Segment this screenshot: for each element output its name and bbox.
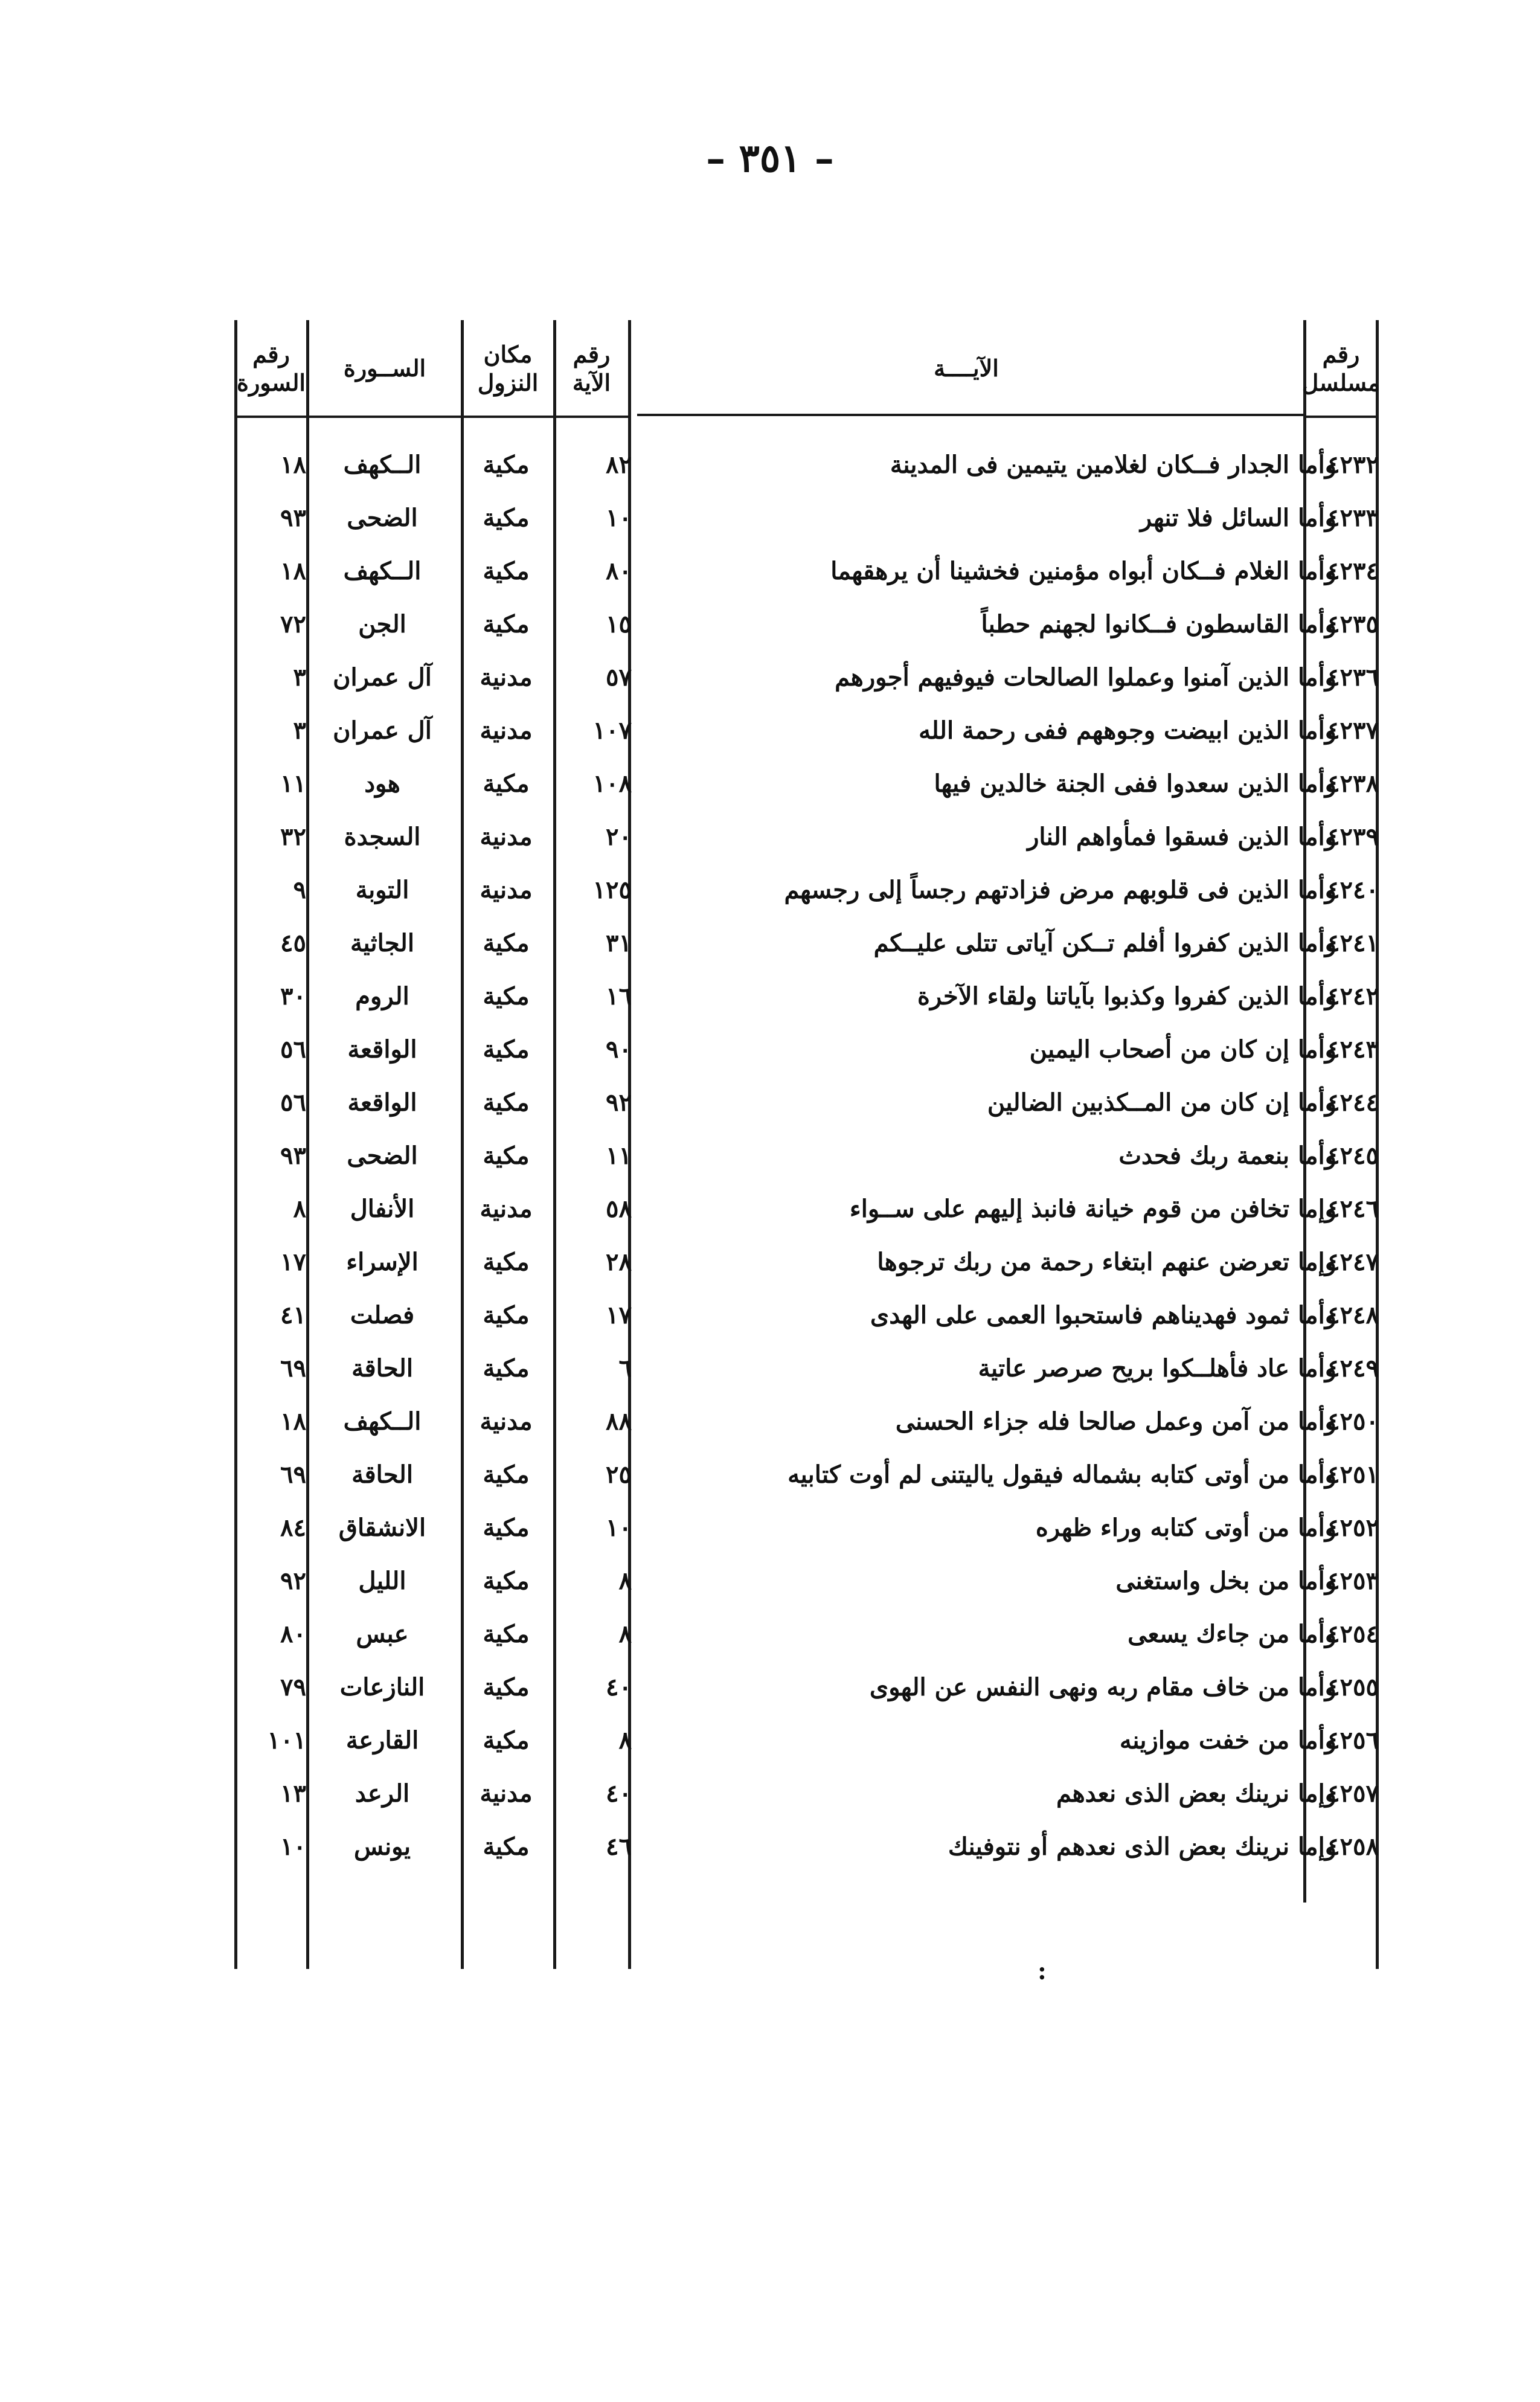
aya-number-cell: ٤٠ — [606, 1779, 632, 1808]
serial-number-cell: ٤٢٤٥ — [1327, 1141, 1379, 1170]
sura-name-cell: الجن — [358, 609, 406, 638]
table-row — [233, 1554, 1380, 1607]
serial-number-cell: ٤٢٤٦ — [1327, 1194, 1379, 1223]
aya-number-cell: ٤٠ — [606, 1672, 632, 1701]
sura-number-cell: ١٨ — [280, 1407, 306, 1436]
aya-number-cell: ٥٧ — [606, 663, 632, 692]
sura-name-cell: الانشقاق — [338, 1513, 426, 1542]
serial-number-cell: ٤٢٥٧ — [1327, 1779, 1379, 1808]
table-row — [233, 1023, 1380, 1076]
revelation-place-cell: مكية — [483, 609, 530, 638]
sura-name-cell: الجاثية — [350, 928, 414, 957]
sura-name-cell: الحاقة — [351, 1460, 413, 1489]
sura-number-cell: ٤١ — [280, 1300, 306, 1329]
aya-number-cell: ١٦ — [606, 981, 632, 1010]
sura-number-cell: ٩٣ — [280, 1141, 306, 1170]
aya-text-cell: وإما تخافن من قوم خيانة فانبذ إليهم على ســواء — [849, 1194, 1336, 1223]
serial-number-cell: ٤٢٤١ — [1327, 928, 1379, 957]
revelation-place-cell: مكية — [483, 1566, 530, 1595]
sura-name-cell: الإسراء — [346, 1247, 419, 1276]
header-serial-line1: رقم — [1322, 340, 1360, 368]
serial-number-cell: ٤٢٣٦ — [1327, 663, 1379, 692]
sura-name-cell: القارعة — [345, 1726, 419, 1755]
aya-number-cell: ١٥ — [606, 609, 632, 638]
table-row — [233, 810, 1380, 863]
sura-number-cell: ٣ — [293, 716, 306, 745]
table-row — [233, 704, 1380, 757]
revelation-place-cell: مكية — [483, 1300, 530, 1329]
revelation-place-cell: مكية — [483, 450, 530, 479]
serial-number-cell: ٤٢٣٤ — [1327, 556, 1379, 585]
aya-text-cell: وأما بنعمة ربك فحدث — [1118, 1141, 1336, 1170]
header-aya-number-line2: الآية — [572, 369, 611, 396]
aya-number-cell: ٨٨ — [606, 1407, 632, 1436]
table-row — [233, 1501, 1380, 1554]
revelation-place-cell: مكية — [483, 1672, 530, 1701]
aya-text-cell: وإما نرينك بعض الذى نعدهم أو نتوفينك — [948, 1832, 1336, 1861]
serial-number-cell: ٤٢٣٧ — [1327, 716, 1379, 745]
revelation-place-cell: مكية — [483, 1726, 530, 1755]
aya-number-cell: ١٠ — [606, 503, 632, 532]
table-row — [233, 1288, 1380, 1341]
serial-number-cell: ٤٢٥٠ — [1327, 1407, 1379, 1436]
aya-number-cell: ١١ — [606, 1141, 632, 1170]
header-serial — [1301, 317, 1381, 420]
aya-text-cell: وأما القاسطون فــكانوا لجهنم حطباً — [981, 609, 1336, 638]
sura-name-cell: هود — [364, 769, 400, 798]
serial-number-cell: ٤٢٤٣ — [1327, 1035, 1379, 1064]
table-row — [233, 1767, 1380, 1820]
sura-number-cell: ٨٤ — [280, 1513, 306, 1542]
aya-number-cell: ٢٠ — [606, 822, 632, 851]
aya-number-cell: ٢٨ — [606, 1247, 632, 1276]
table-row — [233, 1182, 1380, 1235]
sura-number-cell: ١٠ — [280, 1832, 306, 1861]
aya-text-cell: وأما الجدار فــكان لغلامين يتيمين فى المدينة — [890, 450, 1336, 479]
table-row — [233, 916, 1380, 969]
sura-name-cell: فصلت — [350, 1300, 415, 1329]
sura-name-cell: السجدة — [344, 822, 421, 851]
serial-number-cell: ٤٢٣٥ — [1327, 609, 1379, 638]
sura-number-cell: ٥٦ — [280, 1088, 306, 1117]
sura-number-cell: ٣٢ — [280, 822, 306, 851]
sura-number-cell: ٥٦ — [280, 1035, 306, 1064]
sura-name-cell: آل عمران — [333, 716, 432, 745]
header-place-line1: مكان — [483, 340, 533, 368]
table-row — [233, 969, 1380, 1023]
revelation-place-cell: مكية — [483, 1460, 530, 1489]
revelation-place-cell: مكية — [483, 1141, 530, 1170]
aya-number-cell: ٣١ — [606, 928, 632, 957]
sura-name-cell: الواقعة — [347, 1035, 417, 1064]
aya-number-cell: ٨ — [618, 1619, 632, 1648]
table-row — [233, 757, 1380, 810]
aya-text-cell: وأما الذين سعدوا ففى الجنة خالدين فيها — [934, 769, 1336, 798]
aya-number-cell: ٨ — [618, 1566, 632, 1595]
table-row — [233, 1713, 1380, 1767]
sura-number-cell: ٣ — [293, 663, 306, 692]
sura-number-cell: ٨٠ — [280, 1619, 306, 1648]
sura-number-cell: ٦٩ — [280, 1460, 306, 1489]
serial-number-cell: ٤٢٣٨ — [1327, 769, 1379, 798]
table-row — [233, 544, 1380, 597]
revelation-place-cell: مدنية — [480, 822, 533, 851]
aya-text-cell: وأما الغلام فــكان أبواه مؤمنين فخشينا أن يرهقهما — [830, 556, 1336, 585]
aya-number-cell: ٦ — [618, 1354, 632, 1382]
revelation-place-cell: مدنية — [480, 1194, 533, 1223]
aya-number-cell: ١٠٧ — [592, 716, 632, 745]
sura-name-cell: الروم — [355, 981, 409, 1010]
sura-number-cell: ٣٠ — [280, 981, 306, 1010]
aya-text-cell: وأما من آمن وعمل صالحا فله جزاء الحسنى — [895, 1407, 1336, 1436]
serial-number-cell: ٤٢٤٧ — [1327, 1247, 1379, 1276]
revelation-place-cell: مكية — [483, 1088, 530, 1117]
sura-number-cell: ٩٣ — [280, 503, 306, 532]
serial-number-cell: ٤٢٤٤ — [1327, 1088, 1379, 1117]
header-sura — [310, 317, 460, 420]
aya-number-cell: ١٢٥ — [592, 875, 632, 904]
header-sura-number-line2: السورة — [237, 369, 306, 396]
aya-number-cell: ٢٥ — [606, 1460, 632, 1489]
serial-number-cell: ٤٢٥٥ — [1327, 1672, 1379, 1701]
revelation-place-cell: مكية — [483, 928, 530, 957]
sura-name-cell: الضحى — [347, 1141, 418, 1170]
revelation-place-cell: مكية — [483, 1035, 530, 1064]
header-sura-number — [237, 317, 305, 420]
sura-name-cell: الواقعة — [347, 1088, 417, 1117]
table-row — [233, 1395, 1380, 1448]
sura-name-cell: التوبة — [355, 875, 409, 904]
header-aya-text-label: الآيــــة — [934, 355, 999, 382]
aya-text-cell: وأما إن كان من المــكذبين الضالين — [987, 1088, 1336, 1117]
serial-number-cell: ٤٢٥٢ — [1327, 1513, 1379, 1542]
table-row — [233, 1341, 1380, 1395]
header-aya-number — [556, 317, 627, 420]
aya-number-cell: ٩٠ — [606, 1035, 632, 1064]
sura-name-cell: الرعد — [355, 1779, 410, 1808]
serial-number-cell: ٤٢٣٢ — [1327, 450, 1379, 479]
sura-name-cell: النازعات — [339, 1672, 425, 1701]
aya-text-cell: وإما نرينك بعض الذى نعدهم — [1056, 1779, 1336, 1808]
sura-name-cell: الحاقة — [351, 1354, 413, 1382]
sura-number-cell: ١٨ — [280, 450, 306, 479]
sura-name-cell: الضحى — [347, 503, 418, 532]
aya-number-cell: ٩٢ — [606, 1088, 632, 1117]
aya-number-cell: ٤٦ — [606, 1832, 632, 1861]
revelation-place-cell: مدنية — [480, 1779, 533, 1808]
aya-number-cell: ١٠ — [606, 1513, 632, 1542]
table-row — [233, 1607, 1380, 1660]
sura-number-cell: ١١ — [280, 769, 306, 798]
sura-name-cell: الــكهف — [343, 556, 422, 585]
table-row — [233, 1820, 1380, 1873]
page-number: – ٣٥١ – — [706, 136, 834, 181]
sura-number-cell: ١٨ — [280, 556, 306, 585]
sura-name-cell: الــكهف — [343, 450, 422, 479]
table-row — [233, 1076, 1380, 1129]
aya-text-cell: وأما الذين فسقوا فمأواهم النار — [1027, 822, 1336, 851]
sura-name-cell: آل عمران — [333, 663, 432, 692]
aya-text-cell: وأما من أوتى كتابه وراء ظهره — [1035, 1513, 1336, 1542]
table-row — [233, 1448, 1380, 1501]
revelation-place-cell: مكية — [483, 981, 530, 1010]
aya-number-cell: ١٧ — [606, 1300, 632, 1329]
aya-number-cell: ٨٠ — [606, 556, 632, 585]
aya-number-cell: ٥٨ — [606, 1194, 632, 1223]
revelation-place-cell: مدنية — [480, 663, 533, 692]
table-row — [233, 438, 1380, 491]
header-serial-line2: مسلسل — [1301, 369, 1381, 396]
aya-text-cell: وأما الذين فى قلوبهم مرض فزادتهم رجساً إلى رجسهم — [784, 875, 1336, 904]
sura-number-cell: ٤٥ — [280, 928, 306, 957]
serial-number-cell: ٤٢٥١ — [1327, 1460, 1379, 1489]
sura-number-cell: ٧٩ — [280, 1672, 306, 1701]
revelation-place-cell: مدنية — [480, 716, 533, 745]
serial-number-cell: ٤٢٥٨ — [1327, 1832, 1379, 1861]
revelation-place-cell: مكية — [483, 1513, 530, 1542]
aya-text-cell: وأما عاد فأهلــكوا بريح صرصر عاتية — [978, 1354, 1336, 1382]
revelation-place-cell: مكية — [483, 1354, 530, 1382]
aya-text-cell: وأما إن كان من أصحاب اليمين — [1029, 1035, 1336, 1064]
aya-text-cell: وأما من جاءك يسعى — [1128, 1619, 1336, 1648]
table-row — [233, 863, 1380, 916]
revelation-place-cell: مكية — [483, 1247, 530, 1276]
aya-number-cell: ٨ — [618, 1726, 632, 1755]
sura-number-cell: ٨ — [293, 1194, 306, 1223]
header-sura-label: الســورة — [343, 355, 426, 382]
table-row — [233, 650, 1380, 704]
table-row — [233, 491, 1380, 544]
sura-number-cell: ١٠١ — [267, 1726, 306, 1755]
revelation-place-cell: مدنية — [480, 1407, 533, 1436]
table-row — [233, 1660, 1380, 1713]
aya-text-cell: وأما من خفت موازينه — [1119, 1726, 1336, 1755]
revelation-place-cell: مكية — [483, 1619, 530, 1648]
serial-number-cell: ٤٢٣٣ — [1327, 503, 1379, 532]
aya-text-cell: وأما ثمود فهديناهم فاستحبوا العمى على الهدى — [870, 1300, 1336, 1329]
serial-number-cell: ٤٢٤٠ — [1327, 875, 1379, 904]
serial-number-cell: ٤٢٥٣ — [1327, 1566, 1379, 1595]
header-aya-number-line1: رقم — [573, 340, 611, 368]
sura-name-cell: الــكهف — [343, 1407, 422, 1436]
sura-name-cell: الأنفال — [350, 1194, 415, 1223]
aya-text-cell: وأما الذين كفروا أفلم تــكن آياتى تتلى عليــكم — [873, 928, 1336, 957]
serial-number-cell: ٤٢٤٩ — [1327, 1354, 1379, 1382]
sura-number-cell: ٩٢ — [280, 1566, 306, 1595]
table-row — [233, 1129, 1380, 1182]
sura-number-cell: ٧٢ — [280, 609, 306, 638]
sura-number-cell: ١٣ — [280, 1779, 306, 1808]
sura-number-cell: ١٧ — [280, 1247, 306, 1276]
serial-number-cell: ٤٢٣٩ — [1327, 822, 1379, 851]
serial-number-cell: ٤٢٥٦ — [1327, 1726, 1379, 1755]
aya-text-cell: وأما الذين آمنوا وعملوا الصالحات فيوفيهم أجورهم — [835, 663, 1336, 692]
header-sura-number-line1: رقم — [252, 340, 290, 368]
verse-index-table — [233, 308, 1380, 1969]
aya-text-cell: وأما الذين ابيضت وجوههم ففى رحمة الله — [919, 716, 1336, 745]
sura-number-cell: ٦٩ — [280, 1354, 306, 1382]
revelation-place-cell: مكية — [483, 1832, 530, 1861]
aya-text-cell: وإما تعرضن عنهم ابتغاء رحمة من ربك ترجوها — [877, 1247, 1336, 1276]
sura-name-cell: عبس — [356, 1619, 409, 1648]
table-row — [233, 597, 1380, 650]
print-mark: : — [1038, 1957, 1047, 1985]
sura-name-cell: الليل — [358, 1566, 406, 1595]
aya-number-cell: ١٠٨ — [592, 769, 632, 798]
sura-number-cell: ٩ — [293, 875, 306, 904]
serial-number-cell: ٤٢٥٤ — [1327, 1619, 1379, 1648]
revelation-place-cell: مكية — [483, 556, 530, 585]
header-place — [464, 317, 552, 420]
aya-text-cell: وأما من بخل واستغنى — [1115, 1566, 1336, 1595]
aya-text-cell: وأما من أوتى كتابه بشماله فيقول ياليتنى لم أوت كتابيه — [788, 1460, 1336, 1489]
aya-text-cell: وأما الذين كفروا وكذبوا بآياتنا ولقاء الآخرة — [917, 981, 1336, 1010]
aya-text-cell: وأما من خاف مقام ربه ونهى النفس عن الهوى — [869, 1672, 1336, 1701]
serial-number-cell: ٤٢٤٢ — [1327, 981, 1379, 1010]
table-row — [233, 1235, 1380, 1288]
serial-number-cell: ٤٢٤٨ — [1327, 1300, 1379, 1329]
sura-name-cell: يونس — [354, 1832, 411, 1861]
aya-number-cell: ٨٢ — [606, 450, 632, 479]
revelation-place-cell: مكية — [483, 503, 530, 532]
aya-text-cell: وأما السائل فلا تنهر — [1140, 503, 1336, 532]
revelation-place-cell: مكية — [483, 769, 530, 798]
header-place-line2: النزول — [477, 369, 539, 396]
revelation-place-cell: مدنية — [480, 875, 533, 904]
header-aya-text — [631, 317, 1301, 420]
